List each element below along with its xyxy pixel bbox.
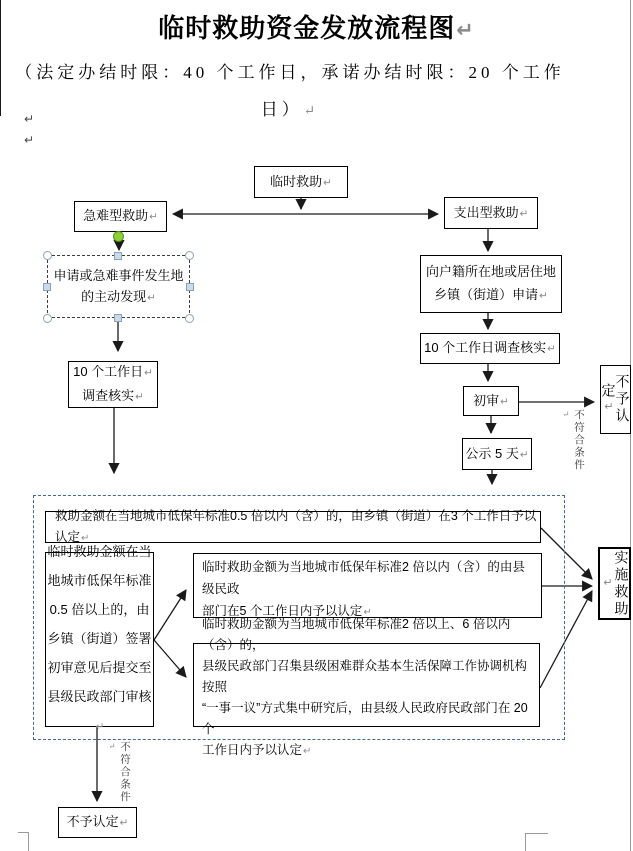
- page-title: 临时救助资金发放流程图↵: [158, 13, 475, 43]
- label-not-eligible-right: 不符合条件↵: [561, 409, 584, 472]
- node-10-workday-verification-right[interactable]: 10 个工作日调查核实↵: [420, 333, 560, 364]
- node-public-notice-5-days[interactable]: 公示 5 天↵: [462, 438, 532, 470]
- subtitle-line-1: （法定办结时限：40 个工作日，承诺办结时限：20 个工作: [15, 63, 565, 82]
- paragraph-mark: ↵: [456, 19, 475, 42]
- node-apply-to-township[interactable]: 向户籍所在地或居住地 乡镇（街道）申请↵: [420, 255, 562, 313]
- subtitle-line-2: 日）↵: [260, 100, 320, 119]
- node-temporary-assistance[interactable]: 临时救助↵: [254, 166, 348, 198]
- node-2x-to-6x-standard[interactable]: 临时救助金额为当地城市低保年标准2 倍以上、6 倍以内（含）的， 县级民政部门召集县级困难群众基本生活保障工作协调机构按照 “一事一议”方式集中研究后，由县级人民政府民政部门在 20 个 工作日内予以认定↵: [193, 643, 540, 727]
- selection-handle-middle-right[interactable]: [186, 283, 194, 291]
- node-expenditure-type-assistance[interactable]: 支出型救助↵: [444, 197, 538, 229]
- selection-handle-middle-left[interactable]: [43, 283, 51, 291]
- selection-handle-bottom-left[interactable]: [43, 314, 52, 323]
- node-above-0.5x-standard[interactable]: 临时救助金额在当 地城市低保年标准 0.5 倍以上的，由 乡镇（街道）签署 初审意见后提交至 县级民政部门审核↵: [45, 552, 154, 727]
- label-not-eligible-bottom: 不符合条件↵: [107, 741, 130, 804]
- rotation-handle[interactable]: [113, 231, 124, 242]
- selection-handle-top-left[interactable]: [43, 251, 52, 260]
- selection-handle-top-right[interactable]: [185, 251, 194, 260]
- paragraph-mark: ↵: [24, 112, 35, 126]
- selection-handle-bottom-right[interactable]: [185, 314, 194, 323]
- node-within-2x-standard[interactable]: 临时救助金额为当地城市低保年标准2 倍以内（含）的由县级民政 部门在5 个工作日内予以认定↵: [193, 553, 542, 618]
- node-implement-assistance[interactable]: 实施救助↵: [598, 547, 631, 620]
- node-not-approved-right[interactable]: 不予认定↵: [600, 365, 631, 434]
- node-application-or-discovery-selected[interactable]: 申请或急难事件发生地 的主动发现↵: [47, 255, 190, 318]
- node-emergency-type-assistance[interactable]: 急难型救助↵: [74, 201, 167, 232]
- node-10-workday-verification-left[interactable]: 10 个工作日↵ 调查核实↵: [68, 361, 158, 408]
- node-within-0.5x-standard[interactable]: 救助金额在当地城市低保年标准0.5 倍以内（含）的，由乡镇（街道）在3 个工作日予以认定↵: [45, 511, 541, 543]
- paragraph-mark: ↵: [24, 133, 35, 147]
- node-preliminary-review[interactable]: 初审↵: [463, 386, 519, 416]
- node-not-approved-bottom[interactable]: 不予认定↵: [58, 807, 137, 838]
- selection-handle-top-center[interactable]: [114, 252, 122, 260]
- selection-handle-bottom-center[interactable]: [114, 314, 122, 322]
